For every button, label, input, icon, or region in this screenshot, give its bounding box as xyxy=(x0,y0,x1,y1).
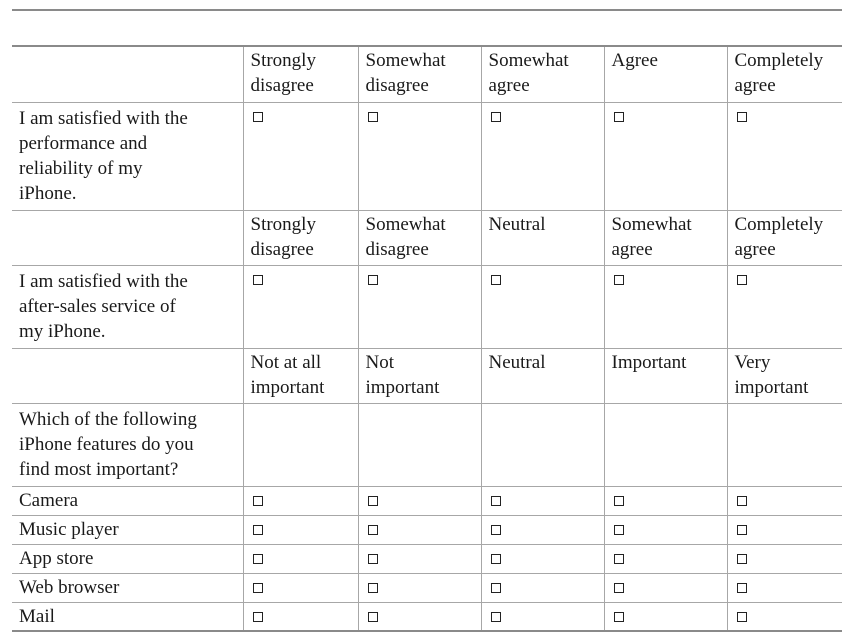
checkbox-icon[interactable] xyxy=(368,112,378,122)
checkbox-cell[interactable] xyxy=(243,515,358,544)
scale-option: Completely agree xyxy=(727,46,842,102)
checkbox-icon[interactable] xyxy=(491,275,501,285)
checkbox-icon[interactable] xyxy=(614,612,624,622)
checkbox-cell[interactable] xyxy=(243,544,358,573)
feature-label: Camera xyxy=(12,486,243,515)
checkbox-icon[interactable] xyxy=(614,275,624,285)
feature-label: Music player xyxy=(12,515,243,544)
checkbox-cell[interactable] xyxy=(358,515,481,544)
checkbox-cell[interactable] xyxy=(604,573,727,602)
checkbox-icon[interactable] xyxy=(368,554,378,564)
checkbox-icon[interactable] xyxy=(253,496,263,506)
checkbox-cell[interactable] xyxy=(243,573,358,602)
feature-row xyxy=(12,486,842,515)
checkbox-cell[interactable] xyxy=(727,486,842,515)
checkbox-icon[interactable] xyxy=(737,496,747,506)
question-text: I am satisfied with the after-sales service of my iPhone. xyxy=(12,265,243,348)
checkbox-cell[interactable] xyxy=(604,515,727,544)
checkbox-icon[interactable] xyxy=(253,525,263,535)
checkbox-cell[interactable] xyxy=(727,573,842,602)
checkbox-icon[interactable] xyxy=(737,112,747,122)
question-row xyxy=(12,102,842,210)
empty-cell xyxy=(358,403,481,486)
scale-option: Somewhat disagree xyxy=(358,210,481,265)
checkbox-cell[interactable] xyxy=(243,265,358,348)
empty-header-cell xyxy=(12,348,243,403)
empty-cell xyxy=(604,403,727,486)
scale-option: Important xyxy=(604,348,727,403)
feature-row xyxy=(12,515,842,544)
checkbox-cell[interactable] xyxy=(358,486,481,515)
scale-header-row xyxy=(12,46,842,102)
checkbox-icon[interactable] xyxy=(253,275,263,285)
empty-cell xyxy=(243,403,358,486)
scale-header-row xyxy=(12,210,842,265)
scale-option: Agree xyxy=(604,46,727,102)
checkbox-icon[interactable] xyxy=(737,554,747,564)
checkbox-icon[interactable] xyxy=(737,275,747,285)
checkbox-icon[interactable] xyxy=(737,612,747,622)
checkbox-cell[interactable] xyxy=(358,544,481,573)
empty-cell xyxy=(727,403,842,486)
question-row xyxy=(12,265,842,348)
checkbox-cell[interactable] xyxy=(481,544,604,573)
checkbox-cell[interactable] xyxy=(604,265,727,348)
scale-option: Strongly disagree xyxy=(243,210,358,265)
checkbox-cell[interactable] xyxy=(481,102,604,210)
checkbox-icon[interactable] xyxy=(253,583,263,593)
scale-option: Completely agree xyxy=(727,210,842,265)
checkbox-icon[interactable] xyxy=(368,275,378,285)
checkbox-icon[interactable] xyxy=(253,554,263,564)
scale-option: Not important xyxy=(358,348,481,403)
checkbox-cell[interactable] xyxy=(727,602,842,631)
checkbox-icon[interactable] xyxy=(491,496,501,506)
checkbox-icon[interactable] xyxy=(737,583,747,593)
feature-row xyxy=(12,573,842,602)
scale-option: Somewhat agree xyxy=(604,210,727,265)
checkbox-cell[interactable] xyxy=(727,515,842,544)
checkbox-icon[interactable] xyxy=(368,496,378,506)
question-text: Which of the following iPhone features do you find most important? xyxy=(12,403,243,486)
checkbox-cell[interactable] xyxy=(481,265,604,348)
feature-label: Mail xyxy=(12,602,243,631)
checkbox-cell[interactable] xyxy=(604,544,727,573)
question-row xyxy=(12,403,842,486)
feature-label: App store xyxy=(12,544,243,573)
checkbox-cell[interactable] xyxy=(481,486,604,515)
checkbox-cell[interactable] xyxy=(358,102,481,210)
survey-table xyxy=(12,45,842,632)
checkbox-icon[interactable] xyxy=(614,554,624,564)
checkbox-icon[interactable] xyxy=(614,525,624,535)
checkbox-cell[interactable] xyxy=(481,602,604,631)
checkbox-cell[interactable] xyxy=(358,573,481,602)
feature-row xyxy=(12,602,842,631)
checkbox-cell[interactable] xyxy=(604,102,727,210)
checkbox-cell[interactable] xyxy=(358,602,481,631)
checkbox-icon[interactable] xyxy=(491,525,501,535)
checkbox-cell[interactable] xyxy=(243,102,358,210)
scale-option: Somewhat disagree xyxy=(358,46,481,102)
question-text: I am satisfied with the performance and reliability of my iPhone. xyxy=(12,102,243,210)
checkbox-cell[interactable] xyxy=(243,602,358,631)
checkbox-cell[interactable] xyxy=(604,486,727,515)
empty-header-cell xyxy=(12,46,243,102)
checkbox-icon[interactable] xyxy=(368,612,378,622)
top-rule xyxy=(12,9,842,11)
checkbox-icon[interactable] xyxy=(368,525,378,535)
scale-option: Strongly disagree xyxy=(243,46,358,102)
checkbox-icon[interactable] xyxy=(614,112,624,122)
checkbox-cell[interactable] xyxy=(727,102,842,210)
checkbox-cell[interactable] xyxy=(727,265,842,348)
checkbox-icon[interactable] xyxy=(614,583,624,593)
checkbox-icon[interactable] xyxy=(491,612,501,622)
scale-option: Neutral xyxy=(481,348,604,403)
checkbox-cell[interactable] xyxy=(358,265,481,348)
checkbox-icon[interactable] xyxy=(253,612,263,622)
checkbox-icon[interactable] xyxy=(491,583,501,593)
checkbox-icon[interactable] xyxy=(368,583,378,593)
scale-option: Neutral xyxy=(481,210,604,265)
feature-row xyxy=(12,544,842,573)
checkbox-icon[interactable] xyxy=(491,112,501,122)
empty-header-cell xyxy=(12,210,243,265)
checkbox-icon[interactable] xyxy=(253,112,263,122)
empty-cell xyxy=(481,403,604,486)
checkbox-icon[interactable] xyxy=(737,525,747,535)
scale-option: Very important xyxy=(727,348,842,403)
feature-label: Web browser xyxy=(12,573,243,602)
checkbox-cell[interactable] xyxy=(481,515,604,544)
scale-option: Not at all important xyxy=(243,348,358,403)
checkbox-icon[interactable] xyxy=(614,496,624,506)
checkbox-cell[interactable] xyxy=(243,486,358,515)
checkbox-cell[interactable] xyxy=(604,602,727,631)
scale-header-row xyxy=(12,348,842,403)
checkbox-icon[interactable] xyxy=(491,554,501,564)
checkbox-cell[interactable] xyxy=(481,573,604,602)
checkbox-cell[interactable] xyxy=(727,544,842,573)
scale-option: Somewhat agree xyxy=(481,46,604,102)
